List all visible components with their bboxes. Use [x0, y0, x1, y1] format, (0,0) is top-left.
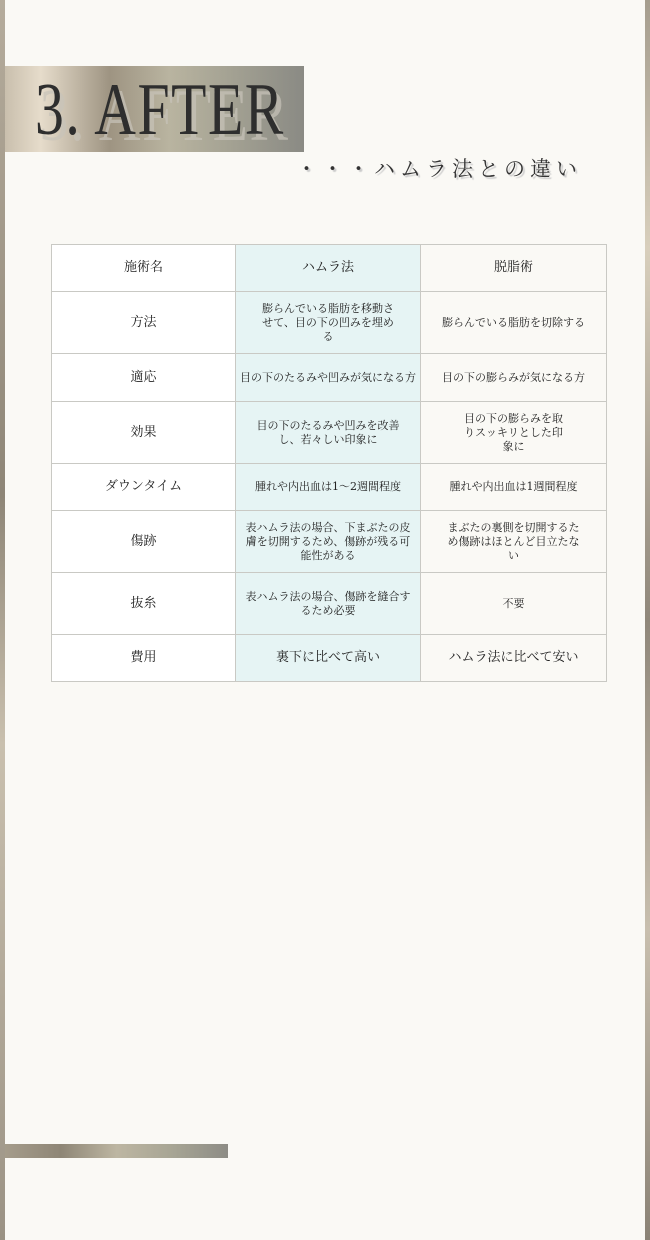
dasshi-cell: 目の下の膨らみを取りスッキリとした印象に: [421, 402, 607, 464]
hamura-cell: 目の下のたるみや凹みが気になる方: [236, 354, 421, 402]
header-cell: 脱脂術: [421, 245, 607, 292]
row-label: 方法: [52, 292, 236, 354]
row-label: 適応: [52, 354, 236, 402]
hamura-cell: 腫れや内出血は1～2週間程度: [236, 464, 421, 511]
table-row: [52, 573, 607, 635]
section-title-text: AFTER: [94, 69, 285, 151]
table-row: [52, 402, 607, 464]
dasshi-cell: ハムラ法に比べて安い: [421, 635, 607, 682]
section-title: [35, 68, 285, 153]
section-subtitle: ・・・ハムラ法との違い: [296, 157, 582, 181]
dasshi-cell: 腫れや内出血は1週間程度: [421, 464, 607, 511]
row-label: 効果: [52, 402, 236, 464]
dasshi-cell: まぶたの裏側を切開するため傷跡はほとんど目立たない: [421, 511, 607, 573]
header-cell: 施術名: [52, 245, 236, 292]
table-row: [52, 464, 607, 511]
comparison-table: [51, 244, 607, 682]
table-row: [52, 635, 607, 682]
table-row: [52, 292, 607, 354]
dasshi-cell: 目の下の膨らみが気になる方: [421, 354, 607, 402]
row-label: ダウンタイム: [52, 464, 236, 511]
row-label: 費用: [52, 635, 236, 682]
table-header-row: [52, 245, 607, 292]
dasshi-cell: 膨らんでいる脂肪を切除する: [421, 292, 607, 354]
hamura-cell: 表ハムラ法の場合、傷跡を縫合するため必要: [236, 573, 421, 635]
hamura-cell: 裏下に比べて高い: [236, 635, 421, 682]
footer-decoration-bar: [5, 1144, 228, 1158]
table-row: [52, 511, 607, 573]
row-label: 抜糸: [52, 573, 236, 635]
row-label: 傷跡: [52, 511, 236, 573]
left-border-decoration: [0, 0, 5, 1240]
dasshi-cell: 不要: [421, 573, 607, 635]
hamura-cell: 目の下のたるみや凹みを改善し、若々しい印象に: [236, 402, 421, 464]
section-banner: [5, 66, 304, 152]
hamura-cell: 表ハムラ法の場合、下まぶたの皮膚を切開するため、傷跡が残る可能性がある: [236, 511, 421, 573]
hamura-cell: 膨らんでいる脂肪を移動させて、目の下の凹みを埋める: [236, 292, 421, 354]
table-row: [52, 354, 607, 402]
section-number: 3.: [35, 69, 82, 151]
right-border-decoration: [645, 0, 650, 1240]
header-cell: ハムラ法: [236, 245, 421, 292]
